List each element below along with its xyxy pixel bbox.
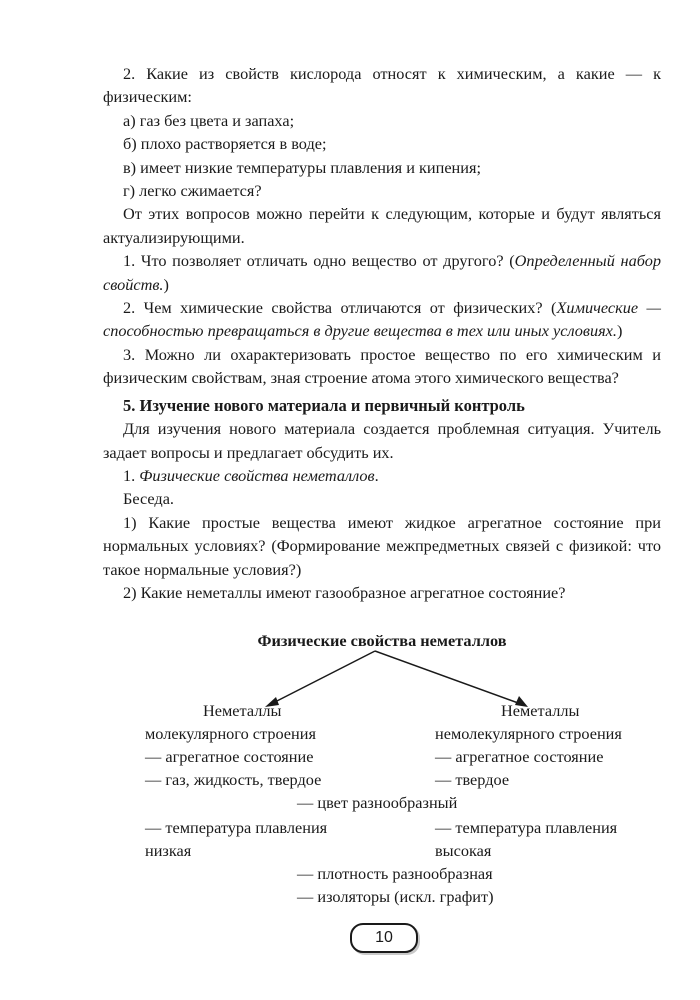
q2-text: 2. Чем химические свойства отличаются от физических? ( bbox=[123, 298, 557, 318]
right-line-3: — температура плавления bbox=[435, 818, 618, 837]
common-line-3: — изоляторы (искл. графит) bbox=[297, 887, 494, 906]
common-line-1: — цвет разнообразный bbox=[297, 793, 458, 812]
option-d: г) легко сжимается? bbox=[123, 181, 262, 201]
right-head: Неметаллы bbox=[501, 701, 580, 720]
beseda: Беседа. bbox=[123, 489, 174, 509]
body-text bbox=[103, 62, 661, 604]
q2-answer: Химические — способностью превращаться в другие вещества в тех или иных условиях. bbox=[103, 298, 661, 341]
q1-answer: Определенный набор свойств. bbox=[103, 251, 661, 294]
left-line-1: — агрегатное состояние bbox=[145, 747, 314, 766]
left-line-2: — газ, жидкость, твердое bbox=[145, 770, 322, 789]
right-sub: немолекулярного строения bbox=[435, 724, 622, 743]
diagram-title: Физические свойства неметаллов bbox=[257, 631, 507, 650]
actual-question-2 bbox=[103, 296, 661, 343]
item1-title: Физические свойства неметаллов bbox=[139, 465, 375, 485]
intro-paragraph: Для изучения нового материала создается проблемная ситуация. Учитель задает вопросы и предлагает обсудить их. bbox=[103, 419, 661, 462]
item-1 bbox=[103, 464, 661, 487]
option-c: в) имеет низкие температуры плавления и кипения; bbox=[123, 157, 481, 177]
left-line-4: низкая bbox=[145, 841, 192, 860]
sub-question-1: 1) Какие простые вещества имеют жидкое агрегатное состояние при нормальных условиях? (Формирование межпредметных связей с физикой: что такое нормальные условия?) bbox=[103, 512, 661, 579]
option-a: а) газ без цвета и запаха; bbox=[123, 110, 295, 130]
right-line-2: — твердое bbox=[435, 770, 510, 789]
option-b: б) плохо растворяется в воде; bbox=[123, 134, 327, 154]
properties-diagram bbox=[103, 626, 661, 906]
left-line-3: — температура плавления bbox=[145, 818, 328, 837]
sub-question-2: 2) Какие неметаллы имеют газообразное агрегатное состояние? bbox=[123, 582, 566, 602]
section-heading: 5. Изучение нового материала и первичный контроль bbox=[123, 395, 525, 415]
transition-paragraph: От этих вопросов можно перейти к следующим, которые и будут являться актуализирующими. bbox=[103, 204, 661, 247]
right-line-1: — агрегатное состояние bbox=[435, 747, 604, 766]
right-line-4: высокая bbox=[435, 841, 492, 860]
question-2-oxygen: 2. Какие из свойств кислорода относят к химическим, а какие — к физическим: bbox=[103, 64, 661, 107]
item1-suffix: . bbox=[374, 465, 379, 485]
q2-end: ) bbox=[616, 321, 623, 341]
actual-question-1 bbox=[103, 249, 661, 296]
page-number-badge: 10 bbox=[350, 923, 418, 953]
arrow-right-line bbox=[375, 651, 521, 704]
actual-question-3: 3. Можно ли охарактеризовать простое вещество по его химическим и физическим свойствам, зная строение атома этого химического вещества? bbox=[103, 344, 661, 388]
common-line-2: — плотность разнообразная bbox=[297, 864, 493, 883]
item1-prefix: 1. bbox=[123, 465, 140, 485]
q1-end: ) bbox=[163, 274, 169, 294]
left-head: Неметаллы bbox=[203, 701, 282, 720]
arrow-left-line bbox=[271, 651, 375, 704]
q1-text: 1. Что позволяет отличать одно вещество от другого? ( bbox=[123, 251, 515, 271]
left-sub: молекулярного строения bbox=[145, 724, 316, 743]
